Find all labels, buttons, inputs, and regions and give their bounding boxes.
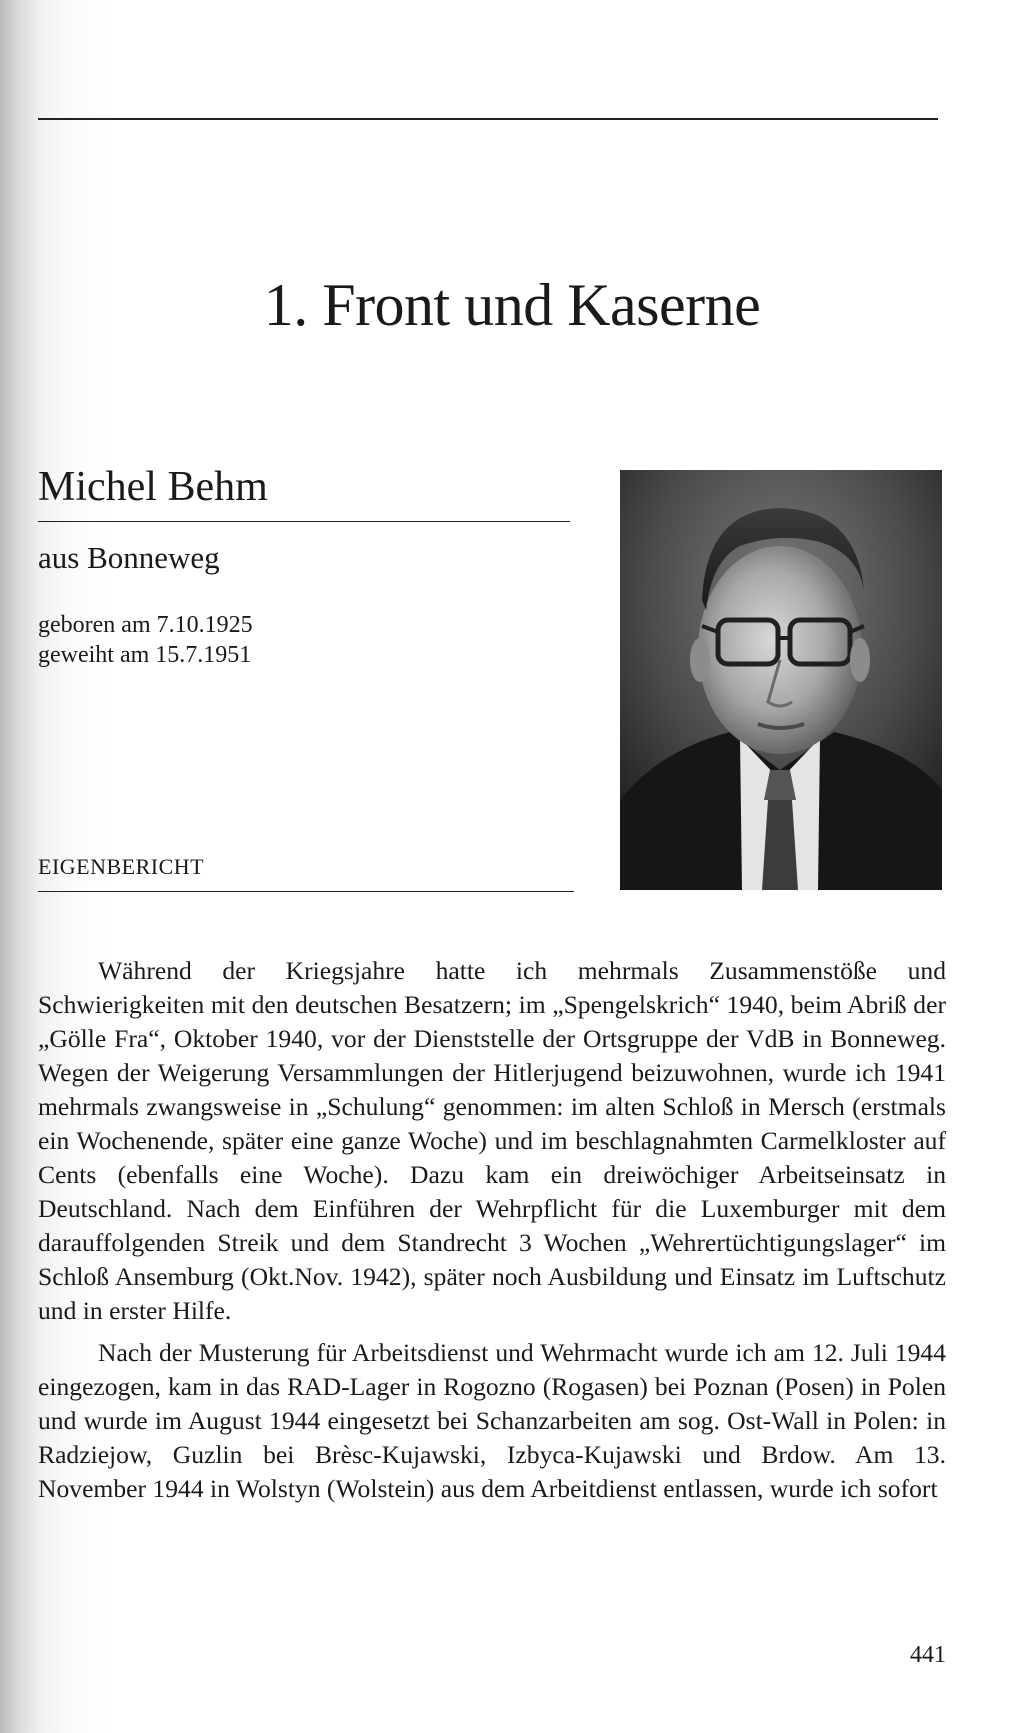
paragraph-1: Während der Kriegsjahre hatte ich mehrmals Zusammenstöße und Schwierigkeiten mit den deutschen Besatzern; im „Spengelskrich“ 1940, beim Abriß der „Gölle Fra“, Oktober 1940, vor der Dienststelle der Ortsgruppe der VdB in Bonneweg. Wegen der Weigerung Versammlungen der Hitlerjugend beizuwohnen, wurde ich 1941 mehrmals zwangsweise in „Schulung“ genommen: im alten Schloß in Mersch (erstmals ein Wochenende, später eine ganze Woche) und im beschlagnahmten Carmelkloster auf Cents (ebenfalls eine Woche). Dazu kam ein dreiwöchiger Arbeitseinsatz in Deutschland. Nach dem Einführen der Wehrpflicht für die Luxemburger mit dem darauffolgenden Streik und dem Standrecht 3 Wochen „Wehrertüchtigungslager“ im Schloß Ansemburg (Okt.Nov. 1942), später noch Ausbildung und Einsatz im Luftschutz und in erster Hilfe. bbox=[38, 956, 946, 1325]
ordination-date: geweiht am 15.7.1951 bbox=[38, 642, 252, 668]
birth-date: geboren am 7.10.1925 bbox=[38, 612, 253, 638]
section-label: EIGENBERICHT bbox=[38, 854, 205, 879]
person-dates bbox=[38, 610, 253, 670]
paragraph-2: Nach der Musterung für Arbeitsdienst und Wehrmacht wurde ich am 12. Juli 1944 eingezogen, kam in das RAD-Lager in Rogozno (Rogasen) bei Poznan (Posen) in Polen und wurde im August 1944 eingesetzt bei Schanzarbeiten am sog. Ost-Wall in Polen: in Radziejow, Guzlin bei Brèsc-Kujawski, Izbyca-Kujawski und Brdow. Am 13. November 1944 in Wolstyn (Wolstein) aus dem Arbeitdienst entlassen, wurde ich sofort bbox=[38, 1338, 946, 1503]
chapter-title: 1. Front und Kaserne bbox=[263, 272, 761, 338]
body-text bbox=[38, 954, 946, 1506]
page-number: 441 bbox=[910, 1642, 946, 1668]
portrait-photo bbox=[620, 470, 942, 890]
name-rule bbox=[38, 521, 570, 522]
top-rule bbox=[38, 118, 938, 120]
person-name: Michel Behm bbox=[38, 464, 268, 510]
person-origin: aus Bonneweg bbox=[38, 540, 220, 575]
section-rule bbox=[38, 891, 574, 892]
